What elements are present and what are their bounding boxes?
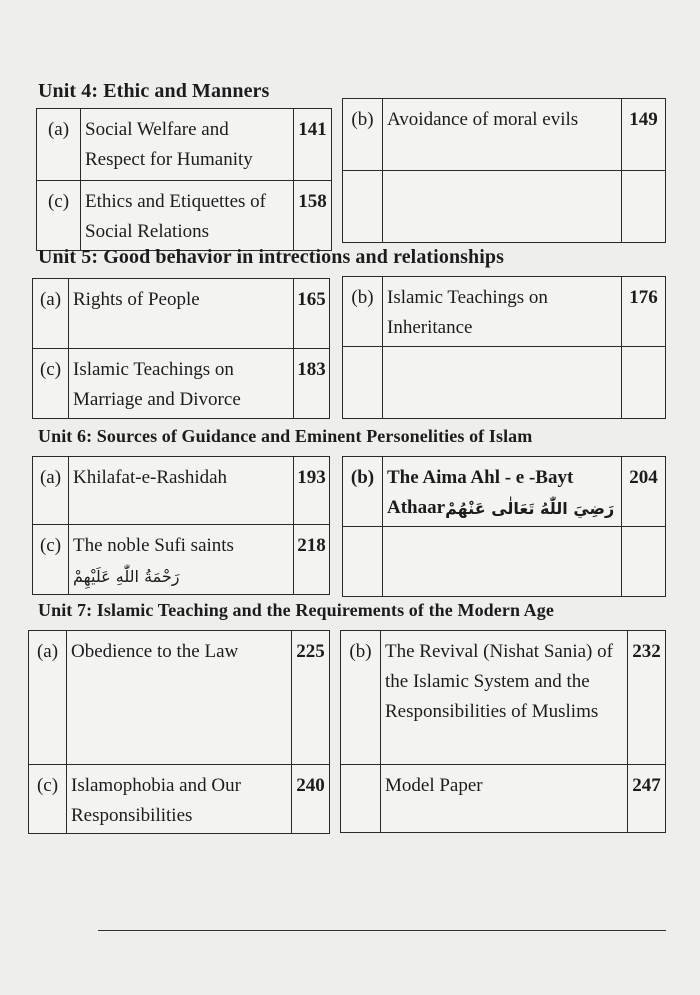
- unit-6-heading: Unit 6: Sources of Guidance and Eminent Personelities of Islam: [38, 426, 533, 446]
- honorific-text: رَضِيَ اللّٰهُ تَعَالٰى عَنْهُمْ: [445, 498, 615, 518]
- unit-6-right-table: [342, 456, 666, 597]
- item-label: [341, 765, 381, 833]
- unit-7-left-table: [28, 630, 330, 834]
- table-row: [343, 171, 666, 243]
- item-title: [383, 457, 622, 527]
- unit-7-heading: Unit 7: Islamic Teaching and the Requirements of the Modern Age: [38, 600, 554, 620]
- page-number: 225: [292, 631, 330, 765]
- item-title: Islamic Teachings on Inheritance: [383, 277, 622, 347]
- unit-5-heading: Unit 5: Good behavior in intrections and relationships: [38, 246, 505, 268]
- item-label: (b): [343, 457, 383, 527]
- item-label: (c): [33, 349, 69, 419]
- page-number: 165: [294, 279, 330, 349]
- page-number: [622, 526, 666, 596]
- unit-5-right-table: [342, 276, 666, 419]
- table-row: [37, 181, 332, 251]
- page-number: 183: [294, 349, 330, 419]
- table-row: [343, 457, 666, 527]
- item-label: [343, 347, 383, 419]
- item-label: [343, 171, 383, 243]
- item-title-text: The Aima Ahl - e -Bayt Athaar: [387, 467, 574, 518]
- table-row: [341, 631, 666, 765]
- page-number: 193: [294, 457, 330, 525]
- unit-4-heading: Unit 4: Ethic and Manners: [38, 80, 270, 102]
- item-title: Ethics and Etiquettes of Social Relations: [81, 181, 294, 251]
- item-label: (b): [343, 99, 383, 171]
- item-title: [69, 525, 294, 595]
- honorific-text: رَحْمَةُ اللّٰهِ عَلَيْهِمْ: [73, 566, 180, 586]
- page-number: 247: [628, 765, 666, 833]
- table-row: [37, 109, 332, 181]
- unit-4-right-table: [342, 98, 666, 243]
- table-row: [341, 765, 666, 833]
- table-row: [343, 347, 666, 419]
- table-row: [33, 457, 330, 525]
- item-title: The Revival (Nishat Sania) of the Islamic System and the Responsibilities of Muslims: [381, 631, 628, 765]
- unit-4-left-table: [36, 108, 332, 251]
- table-row: [343, 526, 666, 596]
- item-title: Khilafat-e-Rashidah: [69, 457, 294, 525]
- footer-rule: [98, 930, 666, 931]
- item-title: [383, 171, 622, 243]
- item-title: [383, 347, 622, 419]
- item-label: (b): [341, 631, 381, 765]
- table-row: [29, 765, 330, 834]
- item-title: Islamic Teachings on Marriage and Divorce: [69, 349, 294, 419]
- item-title-text: The noble Sufi saints: [73, 535, 234, 556]
- page-number: 232: [628, 631, 666, 765]
- unit-7-right-table: [340, 630, 666, 833]
- unit-5-left-table: [32, 278, 330, 419]
- page-number: 218: [294, 525, 330, 595]
- item-title: Rights of People: [69, 279, 294, 349]
- page-number: 158: [294, 181, 332, 251]
- table-row: [343, 277, 666, 347]
- item-title: Social Welfare and Respect for Humanity: [81, 109, 294, 181]
- page-number: 141: [294, 109, 332, 181]
- item-label: (a): [37, 109, 81, 181]
- table-row: [343, 99, 666, 171]
- page-number: 240: [292, 765, 330, 834]
- table-row: [33, 525, 330, 595]
- item-title: Islamophobia and Our Responsibilities: [67, 765, 292, 834]
- item-label: (c): [33, 525, 69, 595]
- item-label: (c): [37, 181, 81, 251]
- item-title: Obedience to the Law: [67, 631, 292, 765]
- item-title: Model Paper: [381, 765, 628, 833]
- table-row: [33, 349, 330, 419]
- item-label: (a): [33, 279, 69, 349]
- item-label: (b): [343, 277, 383, 347]
- unit-6-left-table: [32, 456, 330, 595]
- item-label: (c): [29, 765, 67, 834]
- page-number: [622, 347, 666, 419]
- item-title: Avoidance of moral evils: [383, 99, 622, 171]
- item-label: [343, 526, 383, 596]
- page-number: 149: [622, 99, 666, 171]
- item-label: (a): [33, 457, 69, 525]
- table-row: [29, 631, 330, 765]
- table-row: [33, 279, 330, 349]
- page-number: [622, 171, 666, 243]
- page-number: 176: [622, 277, 666, 347]
- item-label: (a): [29, 631, 67, 765]
- item-title: [383, 526, 622, 596]
- page-number: 204: [622, 457, 666, 527]
